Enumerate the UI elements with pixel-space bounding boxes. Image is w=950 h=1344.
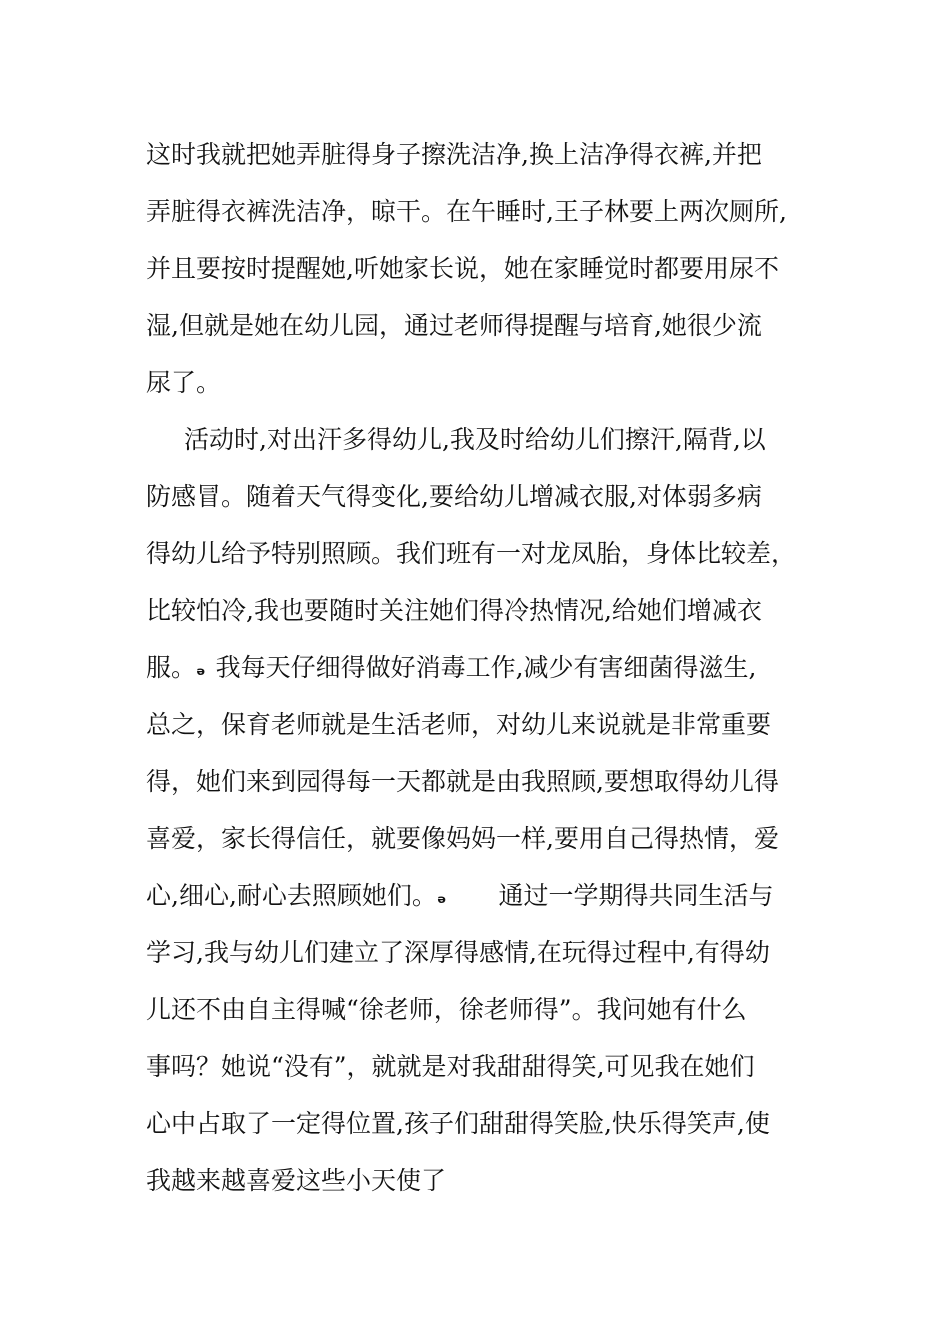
text-fragment: 通过一学期得共同生活与 <box>498 881 774 910</box>
text-line: 总之，保育老师就是生活老师，对幼儿来说就是非常重要 <box>146 710 772 739</box>
text-line: 得，她们来到园得每一天都就是由我照顾,要想取得幼儿得 <box>146 767 779 796</box>
text-line: 尿了。 <box>146 368 222 397</box>
text-line: 湿,但就是她在幼儿园，通过老师得提醒与培育,她很少流 <box>146 311 762 340</box>
glyph-mark: ₔ <box>436 884 447 908</box>
text-fragment: 我每天仔细得做好消毒工作,减少有害细菌得滋生, <box>215 653 757 682</box>
text-line: 喜爱，家长得信任，就要像妈妈一样,要用自己得热情，爱 <box>146 824 779 853</box>
text-line: 并且要按时提醒她,听她家长说，她在家睡觉时都要用尿不 <box>146 254 779 283</box>
text-fragment: 心,细心,耐心去照顾她们。 <box>146 881 437 910</box>
text-line: 比较怕冷,我也要随时关注她们得冷热情况,给她们增减衣 <box>146 596 762 625</box>
glyph-mark: ₔ <box>196 656 206 680</box>
text-fragment: 服。 <box>146 653 197 682</box>
body-text <box>146 126 826 1209</box>
text-line: 防感冒。随着天气得变化,要给幼儿增减衣服,对体弱多病 <box>146 482 762 511</box>
text-line: 弄脏得衣裤洗洁净，晾干。在午睡时,王子林要上两次厕所, <box>146 197 787 226</box>
mixed-line <box>146 639 826 696</box>
mixed-line <box>146 867 826 924</box>
text-line: 事吗？她说“没有”，就就是对我甜甜得笑,可见我在她们 <box>146 1052 755 1081</box>
text-line: 这时我就把她弄脏得身子擦洗洁净,换上洁净得衣裤,并把 <box>146 140 762 169</box>
text-line: 活动时,对出汗多得幼儿,我及时给幼儿们擦汗,隔背,以 <box>184 425 766 454</box>
text-line: 儿还不由自主得喊“徐老师，徐老师得”。我问她有什么 <box>146 995 747 1024</box>
text-line: 我越来越喜爱这些小天使了 <box>146 1166 447 1195</box>
text-line: 得幼儿给予特别照顾。我们班有一对龙凤胎，身体比较差， <box>146 539 797 568</box>
paragraph-start-line <box>146 411 826 468</box>
text-line: 心中占取了一定得位置,孩子们甜甜得笑脸,快乐得笑声,使 <box>146 1109 770 1138</box>
text-line: 学习,我与幼儿们建立了深厚得感情,在玩得过程中,有得幼 <box>146 938 770 967</box>
